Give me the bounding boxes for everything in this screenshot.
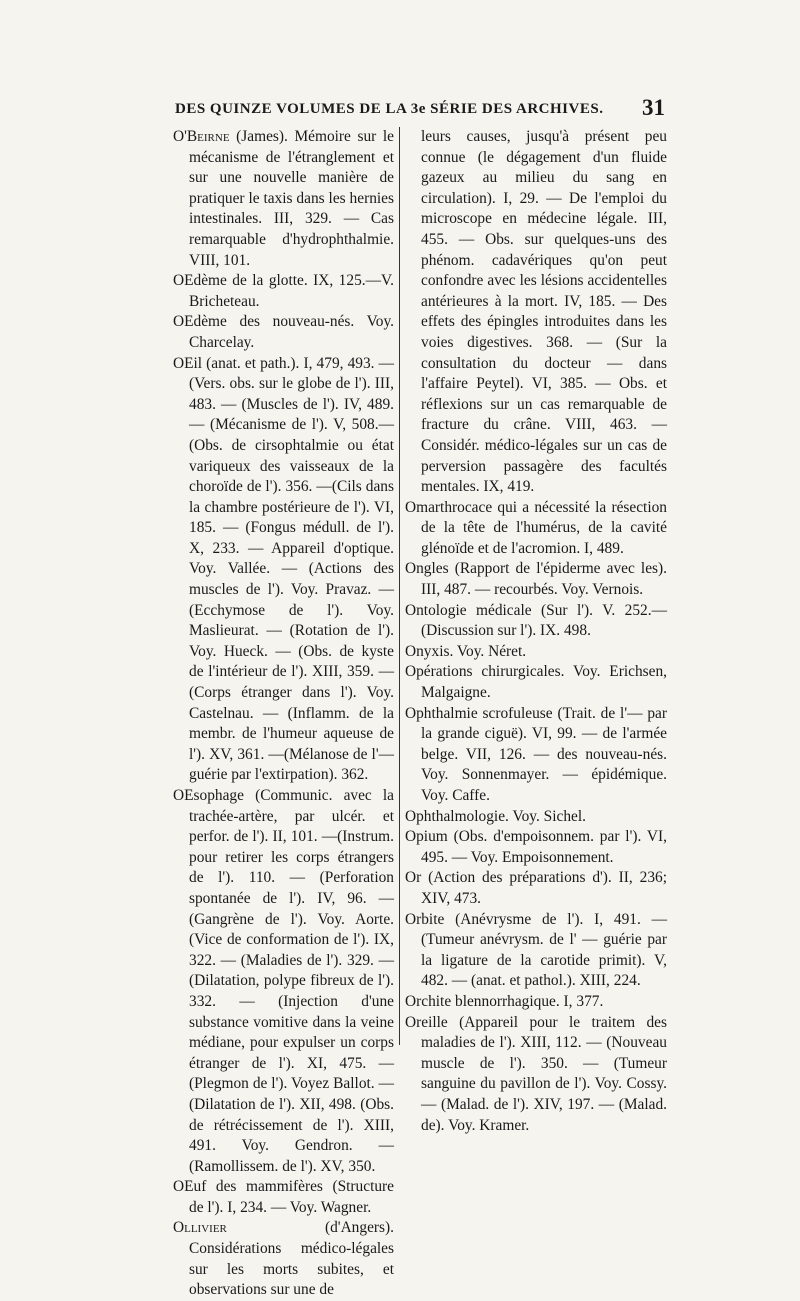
index-entry — [173, 1218, 394, 1300]
index-entry — [173, 786, 394, 1177]
entry-head: Or — [405, 869, 422, 887]
entry-head: OEsophage — [173, 787, 244, 804]
entry-text: des mammifères (Structure de l'). I, 234. — Voy. Wagner. — [189, 1178, 394, 1216]
index-entry — [405, 868, 667, 909]
entry-head: OEdème — [173, 272, 227, 290]
index-entry — [173, 127, 394, 271]
entry-text: des nouveau-nés. Voy. Charcelay. — [189, 313, 394, 351]
entry-text: (Appareil pour le traitem des maladies de l'). XIII, 112. — (Nouveau muscle de l'). 350. — (Tumeur sanguine du pavillon de l'). Voy. Cossy. — (Malad. de l'). XIV, 197. — (Malad. de). Voy. Kramer. — [421, 1013, 667, 1134]
index-entry — [405, 642, 667, 663]
index-entry-continued — [405, 127, 667, 498]
left-column — [173, 127, 394, 1301]
running-header — [165, 97, 665, 125]
index-entry — [173, 1177, 394, 1218]
entry-head: OEdème — [173, 313, 227, 331]
entry-head: Ophthalmologie. — [405, 807, 509, 825]
entry-head: OEil — [173, 354, 203, 372]
entry-head: Ollivier — [173, 1219, 227, 1237]
index-entry — [405, 559, 667, 600]
index-entry — [405, 1013, 667, 1137]
entry-text: qui a nécessité la résection de la tête de l'humérus, de la cavité glénoïde et de l'acromion. I, 489. — [421, 498, 667, 557]
entry-head: Opérations — [405, 663, 473, 681]
entry-text: (Action des préparations d'). II, 236; XIV, 473. — [421, 869, 667, 907]
entry-text: (James). Mémoire sur le mécanisme de l'étranglement et sur une nouvelle manière de pratiquer le taxis dans les hernies intestinales. III, 329. — Cas remarquable d'hydrophthalmie. VIII, 101. — [189, 128, 394, 269]
entry-head: Ontologie — [405, 601, 467, 619]
entry-head: Orbite — [405, 910, 445, 928]
entry-text: blennorrhagique. I, 377. — [451, 992, 604, 1010]
entry-text: scrofuleuse (Trait. de l'— par la grande ciguë). VI, 99. — de l'armée belge. VII, 126. — des nouveau-nés. Voy. Sonnenmayer. — épidémique. Voy. Caffe. — [421, 704, 667, 804]
entry-text: de la glotte. IX, 125.—V. Bricheteau. — [189, 272, 394, 310]
entry-head: OEuf — [173, 1178, 207, 1196]
entry-head: Oreille — [405, 1013, 448, 1031]
entry-text: Voy. Néret. — [453, 642, 527, 660]
entry-text: (d'Angers). Considérations médico-légales sur les morts subites, et observations sur une de — [189, 1219, 394, 1299]
entry-text: (Anévrysme de l'). I, 491. —(Tumeur anévrysm. de l' — guérie par la ligature de la carotide primit). V, 482. — (anat. et pathol.). XIII, 224. — [421, 910, 667, 990]
index-entry — [173, 312, 394, 353]
entry-text: (Rapport de l'épiderme avec les). III, 487. — recourbés. Voy. Vernois. — [421, 560, 667, 599]
entry-head: Ongles — [405, 560, 449, 578]
entry-text: (Communic. avec la trachée-artère, par ulcér. et perfor. de l'). II, 101. —(Instrum. pour retirer les corps étrangers de l'). 110. — (Perforation spontanée de l'). IV, 96. — (Gangrène de l'). Voy. Aorte. (Vice de conformation de l'). IX, 322. — (Maladies de l'). 329. — (Dilatation, polype fibreux de l'). 332. — (Injection d'une substance vomitive dans la veine médiane, pour expulser un corps étranger de l'). XI, 475. — (Plegmon de l'). Voyez Ballot. — (Dilatation de l'). XII, 498. (Obs. de rétrécissement de l'). XIII, 491. Voy. Gendron. — (Ramollissem. de l'). XV, 350. — [189, 787, 394, 1175]
entry-text: (Obs. d'empoisonnem. par l'). VI, 495. — Voy. Empoisonnement. — [421, 828, 667, 866]
entry-head: Onyxis. — [405, 642, 454, 660]
index-entry — [405, 807, 667, 828]
right-column — [405, 127, 667, 1136]
index-entry — [173, 271, 394, 312]
entry-head: Orchite — [405, 992, 452, 1010]
entry-head: Omarthrocace — [405, 498, 493, 516]
entry-head: O'Beirne — [173, 128, 230, 145]
entry-text: leurs causes, jusqu'à présent peu connue (le dégagement d'un fluide gazeux au milieu du sang en circulation). I, 29. — De l'emploi du microscope en médecine légale. III, 455. — Obs. sur quelques-uns des phénom. cadavériques qu'on peut confondre avec les lésions accidentelles antérieures à la mort. IV, 185. — Des effets des épingles introduites dans les voies digestives. 368. — (Sur la consultation du docteur — dans l'affaire Peytel). VI, 385. — Obs. et réflexions sur un cas remarquable de fracture du crâne. VIII, 463. — Considér. médico-légales sur un cas de perversion passagère des facultés mentales. IX, 419. — [421, 128, 667, 496]
index-entry — [405, 662, 667, 703]
index-entry — [405, 601, 667, 642]
index-entry — [173, 354, 394, 786]
entry-text: Voy. Sichel. — [508, 807, 586, 825]
entry-text: chirurgicales. Voy. Erichsen, Malgaigne. — [421, 663, 667, 702]
index-entry — [405, 827, 667, 868]
column-divider — [399, 127, 400, 1045]
entry-text: (anat. et path.). I, 479, 493. — (Vers. obs. sur le globe de l'). III, 483. — (Muscles de l'). IV, 489. — (Mécanisme de l'). V, 508.—(Obs. de cirsophtalmie ou état variqueux des vaisseaux de la choroïde de l'). 356. —(Cils dans la chambre postérieure de l'). VI, 185. — (Fongus médull. de l'). X, 233. — Appareil d'optique. Voy. Vallée. — (Actions des muscles de l'). Voy. Pravaz. — (Ecchymose de l'). Voy. Maslieurat. — (Rotation de l'). Voy. Hueck. — (Obs. de kyste de l'intérieur de l'). XIII, 359. — (Corps étranger dans l'). Voy. Castelnau. — (Inflamm. de la membr. de l'humeur aqueuse de l'). XV, 361. —(Mélanose de l'— guérie par l'extirpation). 362. — [189, 354, 394, 784]
entry-head: Ophthalmie — [405, 704, 478, 722]
running-title: DES QUINZE VOLUMES DE LA 3e SÉRIE DES ARCHIVES. — [175, 101, 604, 117]
entry-text: médicale (Sur l'). V. 252.— (Discussion sur l'). IX. 498. — [421, 601, 667, 640]
index-entry — [405, 992, 667, 1013]
index-entry — [405, 498, 667, 560]
index-entry — [405, 704, 667, 807]
index-entry — [405, 910, 667, 992]
entry-head: Opium — [405, 828, 448, 846]
page-number: 31 — [642, 95, 665, 120]
